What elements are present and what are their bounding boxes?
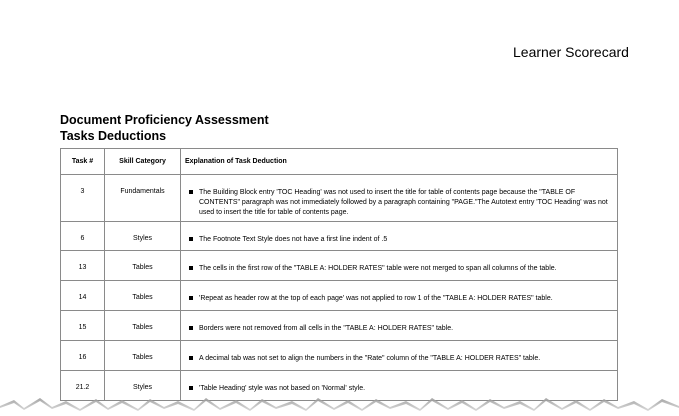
table-header-row — [61, 149, 618, 175]
task-number: 21.2 — [61, 371, 105, 401]
scorecard-header-title: Learner Scorecard — [513, 44, 629, 60]
skill-category: Styles — [105, 371, 181, 401]
skill-category: Tables — [105, 251, 181, 281]
explanation-text: The Footnote Text Style does not have a first line indent of .5 — [199, 236, 388, 243]
task-deductions-table — [60, 148, 618, 401]
explanation-cell — [181, 311, 618, 341]
explanation-cell — [181, 251, 618, 281]
task-number: 16 — [61, 341, 105, 371]
table-row — [61, 251, 618, 281]
explanation-cell — [181, 281, 618, 311]
bullet-icon — [189, 356, 193, 360]
bullet-icon — [189, 237, 193, 241]
bullet-icon — [189, 266, 193, 270]
table-row — [61, 222, 618, 251]
column-header-explanation: Explanation of Task Deduction — [181, 149, 618, 175]
skill-category: Styles — [105, 222, 181, 251]
explanation-text: Borders were not removed from all cells in the "TABLE A: HOLDER RATES" table. — [199, 325, 454, 332]
document-title — [60, 112, 269, 144]
section-title: Tasks Deductions — [60, 129, 167, 143]
skill-category: Tables — [105, 281, 181, 311]
explanation-cell — [181, 222, 618, 251]
bullet-icon — [189, 326, 193, 330]
column-header-skill: Skill Category — [105, 149, 181, 175]
torn-page-edge — [0, 394, 679, 416]
task-number: 14 — [61, 281, 105, 311]
skill-category: Fundamentals — [105, 175, 181, 222]
explanation-cell — [181, 175, 618, 222]
bullet-icon — [189, 386, 193, 390]
explanation-text: 'Repeat as header row at the top of each page' was not applied to row 1 of the "TABLE A: HOLDER RATES" table. — [199, 295, 553, 302]
explanation-text: A decimal tab was not set to align the numbers in the "Rate" column of the "TABLE A: HOLDER RATES" table. — [199, 355, 541, 362]
table-row — [61, 281, 618, 311]
bullet-icon — [189, 296, 193, 300]
explanation-text: The cells in the first row of the "TABLE A: HOLDER RATES" table were not merged to span all columns of the table. — [199, 265, 557, 272]
task-number: 6 — [61, 222, 105, 251]
table-row — [61, 311, 618, 341]
skill-category: Tables — [105, 311, 181, 341]
task-number: 13 — [61, 251, 105, 281]
skill-category: Tables — [105, 341, 181, 371]
explanation-text: 'Table Heading' style was not based on 'Normal' style. — [199, 385, 366, 392]
assessment-title: Document Proficiency Assessment — [60, 113, 269, 127]
task-number: 3 — [61, 175, 105, 222]
column-header-task: Task # — [61, 149, 105, 175]
bullet-icon — [189, 190, 193, 194]
explanation-cell — [181, 341, 618, 371]
task-number: 15 — [61, 311, 105, 341]
explanation-text: The Building Block entry 'TOC Heading' was not used to insert the title for table of contents page because the "TABLE OF CONTENTS" paragraph was not immediately followed by a paragraph containing "PAGE."The Autotext entry 'TOC Heading' was not used to insert the title for table of contents page. — [199, 189, 608, 216]
table-row — [61, 341, 618, 371]
table-row — [61, 175, 618, 222]
